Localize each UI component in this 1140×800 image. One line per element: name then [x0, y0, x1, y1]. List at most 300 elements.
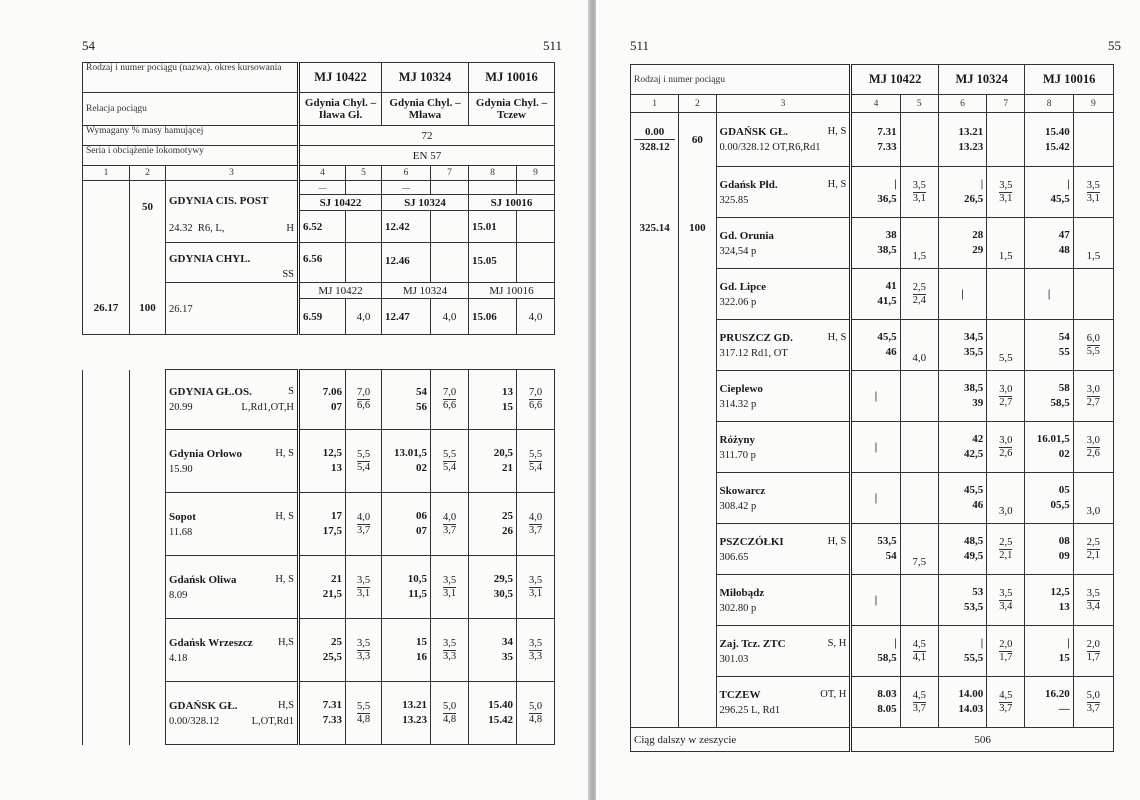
run-time-fraction: [529, 701, 542, 726]
station-km: 11.68: [169, 526, 193, 538]
station-name: TCZEW: [719, 688, 761, 701]
run-time-min: 1,7: [1086, 651, 1100, 663]
run-time-fraction: [1087, 333, 1100, 358]
run-time-min: 3,7: [528, 524, 543, 536]
time-cell: 16.20 —: [1025, 677, 1073, 728]
column-number: 2: [679, 95, 716, 113]
station-code: H, S: [827, 331, 847, 343]
time-cell: 54 55: [1025, 320, 1073, 371]
right-timetable: [630, 64, 1114, 752]
run-time-fraction: [1087, 384, 1100, 409]
time-cell: 15.01: [469, 211, 517, 243]
run-time: 4,0: [346, 299, 382, 335]
dash-mark: —: [299, 181, 346, 195]
train-number: MJ 10324: [382, 63, 469, 93]
pass-mark: |: [851, 371, 900, 422]
time-cell: 42 42,5: [938, 422, 986, 473]
table-row: [631, 575, 1114, 626]
brake-value: 72: [299, 126, 555, 146]
run-time-fraction: [443, 387, 456, 412]
run-time-max: 4,0: [528, 511, 543, 523]
station-km: 306.65: [719, 551, 749, 563]
dash-mark: —: [382, 181, 431, 195]
column-number: 5: [346, 166, 382, 181]
run-time-fraction: [1087, 537, 1100, 562]
run-time-max: 7,0: [356, 387, 371, 398]
run-time-max: 5,5: [356, 700, 371, 712]
run-time-min: 4,1: [912, 651, 926, 663]
station-name: GDAŃSK GŁ.: [169, 699, 238, 712]
run-time: 1,5: [987, 218, 1025, 269]
station-name: Różyny: [719, 433, 755, 446]
run-time-min: 2,6: [999, 447, 1013, 459]
left-timetable-lower: [82, 369, 555, 745]
station-info: L,Rd1,OT,H: [241, 402, 294, 413]
run-time-min: 3,4: [999, 600, 1013, 612]
table-row: [631, 269, 1114, 320]
column-number: 7: [431, 166, 469, 181]
station-name: GDAŃSK GŁ.: [719, 126, 788, 138]
run-time: 4,0: [900, 320, 938, 371]
run-time-fraction: [999, 435, 1012, 460]
column-number: 2: [130, 166, 166, 181]
column-number: 9: [517, 166, 555, 181]
run-time-max: 4,5: [999, 689, 1013, 701]
run-time-max: 3,5: [1086, 179, 1100, 191]
run-time-min: 3,1: [999, 192, 1013, 204]
run-time-max: 4,5: [912, 638, 926, 650]
time-cell: 53 53,5: [938, 575, 986, 626]
station-km: 325.85: [719, 194, 749, 206]
pass-mark: |: [851, 473, 900, 524]
pass-mark: |: [938, 269, 986, 320]
km-value: 328.12: [639, 141, 670, 154]
run-time: 5,5: [987, 320, 1025, 371]
run-time-max: 5,5: [356, 448, 371, 460]
table-row: [631, 626, 1114, 677]
pass-mark: |: [1025, 269, 1073, 320]
time-cell: 28 29: [938, 218, 986, 269]
column-number: 3: [716, 95, 851, 113]
table-row: [631, 677, 1114, 728]
series-label: Seria i obciążenie lokomotywy: [83, 146, 299, 166]
column-number: 6: [382, 166, 431, 181]
run-time-max: 3,0: [1086, 434, 1100, 446]
column-number: 7: [987, 95, 1025, 113]
run-time-fraction: [357, 575, 370, 600]
run-time-fraction: [357, 701, 370, 726]
station-name: Cieplewo: [719, 382, 763, 395]
station-km: 8.09: [169, 589, 188, 601]
time-cell: 8.03 8.05: [851, 677, 900, 728]
time-cell: 48,5 49,5: [938, 524, 986, 575]
time-cell: 53,5 54: [851, 524, 900, 575]
station-km: 314.32 p: [719, 398, 757, 410]
time-cell: 41 41,5: [851, 269, 900, 320]
run-time-max: 5,0: [1086, 689, 1100, 701]
continuation-note: Ciąg dalszy w zeszycie: [631, 728, 851, 752]
run-time-fraction: [443, 512, 456, 537]
train-relation: Gdynia Chyl. – Mława: [382, 93, 469, 126]
time-cell: 12.47: [382, 299, 431, 335]
run-time-min: 4,8: [528, 713, 543, 725]
time-cell: 25 26: [469, 493, 517, 556]
station-name: PRUSZCZ GD.: [719, 331, 793, 344]
train-number: MJ 10016: [469, 63, 555, 93]
run-time-max: 2,0: [999, 638, 1013, 650]
run-time-fraction: [443, 701, 456, 726]
run-time-max: 3,5: [356, 637, 371, 649]
station-name: Zaj. Tcz. ZTC: [719, 637, 786, 650]
run-time-fraction: [529, 512, 542, 537]
run-time-fraction: [1087, 639, 1100, 664]
table-row: [631, 473, 1114, 524]
run-time-min: 2,1: [999, 549, 1013, 561]
mj-train: MJ 10016: [469, 283, 555, 299]
run-time-fraction: [529, 387, 542, 412]
table-row: [83, 556, 555, 619]
km-value: 325.14: [631, 218, 679, 269]
sj-train: SJ 10016: [469, 195, 555, 211]
run-time: 1,5: [900, 218, 938, 269]
time-cell: 15.05: [469, 243, 517, 283]
run-time-max: 6,0: [1086, 332, 1100, 344]
station-name: Skowarcz: [719, 484, 766, 497]
train-number: MJ 10422: [299, 63, 382, 93]
train-kind-label: Rodzaj i numer pociągu: [631, 65, 851, 95]
station-name: Gd. Lipce: [719, 280, 766, 293]
station-code: H,S: [277, 699, 294, 711]
run-time-max: 7,0: [528, 387, 543, 398]
station-km: 15.90: [169, 463, 193, 475]
time-cell: 10,5 11,5: [382, 556, 431, 619]
column-number: 1: [631, 95, 679, 113]
time-cell: | 55,5: [938, 626, 986, 677]
time-cell: 06 07: [382, 493, 431, 556]
run-time: 3,0: [987, 473, 1025, 524]
run-time-max: 3,5: [528, 574, 543, 586]
run-time-min: 3,1: [1086, 192, 1100, 204]
run-time-fraction: [357, 638, 370, 663]
run-time-max: 3,5: [442, 574, 457, 586]
run-time-fraction: [1087, 588, 1100, 613]
run-time: 3,0: [1073, 473, 1113, 524]
station-km: 20.99: [169, 402, 193, 413]
time-cell: 21 21,5: [299, 556, 346, 619]
station-km: 4.18: [169, 652, 188, 664]
time-cell: 15.40 15.42: [1025, 113, 1073, 167]
run-time-fraction: [913, 639, 926, 664]
run-time-min: 5,4: [356, 461, 371, 473]
station-code: H, S: [275, 510, 294, 522]
time-cell: | 26,5: [938, 167, 986, 218]
run-time-max: 4,5: [912, 689, 926, 701]
sj-train: SJ 10324: [382, 195, 469, 211]
time-cell: 7.06 07: [299, 370, 346, 430]
run-time-fraction: [357, 449, 370, 474]
pass-mark: |: [851, 575, 900, 626]
time-cell: 45,5 46: [851, 320, 900, 371]
station-km: 26.17: [169, 303, 193, 315]
left-timetable: [82, 62, 555, 335]
run-time-min: 2,7: [1086, 396, 1100, 408]
run-time-fraction: [357, 387, 370, 412]
time-cell: 08 09: [1025, 524, 1073, 575]
run-time: 4,0: [517, 299, 555, 335]
sj-train: SJ 10422: [299, 195, 382, 211]
train-relation: Gdynia Chyl. – Iława Gł.: [299, 93, 382, 126]
station-km: 322.06 p: [719, 296, 757, 308]
series-value: EN 57: [299, 146, 555, 166]
run-time-min: 5,5: [1086, 345, 1100, 357]
station-name: GDYNIA CIS. POST: [169, 195, 269, 207]
run-time-min: 3,7: [912, 702, 926, 714]
run-time-fraction: [1087, 435, 1100, 460]
run-time-max: 3,5: [999, 587, 1013, 599]
run-time-min: 2,6: [1086, 447, 1100, 459]
table-row: [83, 493, 555, 556]
run-time-min: 6,6: [528, 400, 543, 411]
station-code: H, S: [275, 447, 294, 459]
brake-label: Wymagany % masy hamującej: [83, 126, 299, 146]
station-name: PSZCZÓŁKI: [719, 535, 784, 548]
run-time-max: 3,0: [999, 434, 1013, 446]
station-km: 308.42 p: [719, 500, 757, 512]
station-name: GDYNIA CHYL.: [169, 253, 251, 265]
run-time-fraction: [913, 690, 926, 715]
station-km: 301.03: [719, 653, 749, 665]
mj-train: MJ 10324: [382, 283, 469, 299]
run-time-min: 6,6: [442, 400, 457, 411]
station-code: H, S: [827, 178, 847, 190]
page-number: 511: [543, 38, 563, 53]
time-cell: 6.59: [299, 299, 346, 335]
station-name: Gdańsk Oliwa: [169, 573, 237, 586]
run-time-max: 3,0: [1086, 383, 1100, 395]
time-cell: | 45,5: [1025, 167, 1073, 218]
table-row: [83, 682, 555, 745]
column-number: 8: [469, 166, 517, 181]
km-value: 26.17: [93, 302, 119, 315]
station-code: S, H: [827, 637, 847, 649]
station-name: Sopot: [169, 510, 196, 523]
station-code: H, S: [827, 126, 847, 137]
station-name: Miłobądz: [719, 586, 765, 599]
time-cell: 58 58,5: [1025, 371, 1073, 422]
time-cell: | 58,5: [851, 626, 900, 677]
run-time-fraction: [999, 690, 1012, 715]
run-time-fraction: [913, 180, 926, 205]
time-cell: 15 16: [382, 619, 431, 682]
km-value: 0.00: [634, 125, 675, 140]
station-code: H: [286, 222, 294, 234]
run-time-fraction: [443, 449, 456, 474]
time-cell: 12,5 13: [299, 430, 346, 493]
station-km: 302.80 p: [719, 602, 757, 614]
column-number: 4: [851, 95, 900, 113]
run-time-fraction: [1087, 690, 1100, 715]
run-time-min: 3,3: [356, 650, 371, 662]
run-time-fraction: [999, 180, 1012, 205]
station-info: R6, L,: [197, 222, 225, 234]
time-cell: 6.52: [299, 211, 346, 243]
speed-value: 50: [142, 201, 153, 213]
run-time-max: 2,5: [999, 536, 1013, 548]
run-time-max: 5,0: [528, 700, 543, 712]
time-cell: 12.46: [382, 243, 431, 283]
time-cell: 14.00 14.03: [938, 677, 986, 728]
station-km: 0.00/328.12 OT,R6,Rd1: [719, 142, 821, 153]
time-cell: 13 15: [469, 370, 517, 430]
table-row: [631, 371, 1114, 422]
station-code: OT, H: [820, 688, 847, 700]
table-row: [83, 370, 555, 430]
train-number: MJ 10422: [851, 65, 939, 95]
station-code: H, S: [275, 573, 294, 585]
relation-label: Relacja pociągu: [83, 93, 299, 126]
run-time-fraction: [999, 639, 1012, 664]
station-name: Gdańsk Płd.: [719, 178, 778, 191]
run-time-fraction: [357, 512, 370, 537]
run-time-max: 3,5: [1086, 587, 1100, 599]
table-row: [83, 430, 555, 493]
table-row: [631, 167, 1114, 218]
run-time-fraction: [999, 588, 1012, 613]
run-time-fraction: [529, 449, 542, 474]
time-cell: 13.21 13.23: [938, 113, 986, 167]
run-time-min: 5,4: [442, 461, 457, 473]
time-cell: 05 05,5: [1025, 473, 1073, 524]
time-cell: 12.42: [382, 211, 431, 243]
time-cell: 13.01,5 02: [382, 430, 431, 493]
run-time-max: 5,0: [442, 700, 457, 712]
time-cell: 7.31 7.33: [851, 113, 900, 167]
column-number: 1: [83, 166, 130, 181]
time-cell: 29,5 30,5: [469, 556, 517, 619]
table-row: [83, 619, 555, 682]
run-time-max: 2,5: [912, 281, 926, 293]
train-kind-label: Rodzaj i numer pociągu (nazwa). okres kursowania: [83, 63, 299, 93]
station-code: H, S: [827, 535, 847, 547]
time-cell: 13.21 13.23: [382, 682, 431, 745]
run-time-min: 3,1: [356, 587, 371, 599]
run-time: 7,5: [900, 524, 938, 575]
speed-value: 100: [139, 302, 156, 315]
station-code: SS: [282, 269, 294, 280]
time-cell: 16.01,5 02: [1025, 422, 1073, 473]
run-time-min: 2,1: [1086, 549, 1100, 561]
station-name: GDYNIA GŁ.OS.: [169, 386, 252, 398]
train-number: MJ 10016: [1025, 65, 1114, 95]
station-km: 24.32: [169, 222, 193, 234]
run-time-min: 2,7: [999, 396, 1013, 408]
run-time-fraction: [443, 638, 456, 663]
station-km: 311.70 p: [719, 449, 756, 461]
run-time-min: 3,7: [442, 524, 457, 536]
run-time-fraction: [1087, 180, 1100, 205]
station-info: L,OT,Rd1: [251, 715, 294, 727]
time-cell: 12,5 13: [1025, 575, 1073, 626]
run-time-min: 3,1: [442, 587, 457, 599]
time-cell: 15.06: [469, 299, 517, 335]
time-cell: 6.56: [299, 243, 346, 283]
column-number: 4: [299, 166, 346, 181]
time-cell: 15.40 15.42: [469, 682, 517, 745]
time-cell: 20,5 21: [469, 430, 517, 493]
run-time-min: 3,7: [356, 524, 371, 536]
time-cell: 7.31 7.33: [299, 682, 346, 745]
column-number: 5: [900, 95, 938, 113]
run-time-max: 4,0: [356, 511, 371, 523]
station-name: Gdynia Orłowo: [169, 447, 243, 460]
run-time-min: 6,6: [356, 400, 371, 411]
run-time-max: 3,0: [999, 383, 1013, 395]
page-number: 55: [1108, 38, 1121, 53]
time-cell: 47 48: [1025, 218, 1073, 269]
station-name: Gdańsk Wrzeszcz: [169, 636, 253, 649]
time-cell: 34 35: [469, 619, 517, 682]
run-time-max: 5,5: [442, 448, 457, 460]
station-km: 317.12 Rd1, OT: [719, 347, 788, 359]
table-row: [631, 422, 1114, 473]
column-number: 6: [938, 95, 986, 113]
run-time-min: 3,1: [528, 587, 543, 599]
continuation-page: 506: [851, 728, 1114, 752]
station-name: Gd. Orunia: [719, 229, 774, 242]
run-time-max: 3,5: [356, 574, 371, 586]
table-row: [631, 524, 1114, 575]
run-time-max: 3,5: [528, 637, 543, 649]
run-time-min: 3,4: [1086, 600, 1100, 612]
time-cell: | 15: [1025, 626, 1073, 677]
speed-value: 60: [679, 113, 716, 167]
run-time-min: 2,4: [912, 294, 926, 306]
page-number: 511: [630, 38, 650, 53]
run-time-max: 2,5: [1086, 536, 1100, 548]
pass-mark: |: [851, 422, 900, 473]
station-code: H,S: [277, 636, 294, 648]
run-time-min: 5,4: [528, 461, 543, 473]
station-km: 296.25 L, Rd1: [719, 704, 781, 716]
train-number: MJ 10324: [938, 65, 1025, 95]
run-time-max: 2,0: [1086, 638, 1100, 650]
speed-value: 100: [679, 218, 716, 269]
run-time-min: 1,7: [999, 651, 1013, 663]
run-time-min: 3,1: [912, 192, 926, 204]
run-time-fraction: [913, 282, 926, 307]
time-cell: 34,5 35,5: [938, 320, 986, 371]
table-row: [631, 320, 1114, 371]
column-number: 9: [1073, 95, 1113, 113]
run-time-max: 3,5: [912, 179, 926, 191]
run-time: 1,5: [1073, 218, 1113, 269]
run-time-max: 4,0: [442, 511, 457, 523]
table-row: [631, 113, 1114, 167]
station-km: 324,54 p: [719, 245, 757, 257]
column-number: 8: [1025, 95, 1073, 113]
run-time-max: 5,5: [528, 448, 543, 460]
time-cell: 17 17,5: [299, 493, 346, 556]
run-time-min: 3,3: [528, 650, 543, 662]
run-time-max: 3,5: [442, 637, 457, 649]
run-time-max: 3,5: [999, 179, 1013, 191]
run-time: 4,0: [431, 299, 469, 335]
station-km: 0.00/328.12: [169, 715, 220, 727]
run-time-fraction: [529, 575, 542, 600]
page-number: 54: [82, 38, 95, 53]
station-code: S: [288, 386, 294, 397]
time-cell: 38 38,5: [851, 218, 900, 269]
